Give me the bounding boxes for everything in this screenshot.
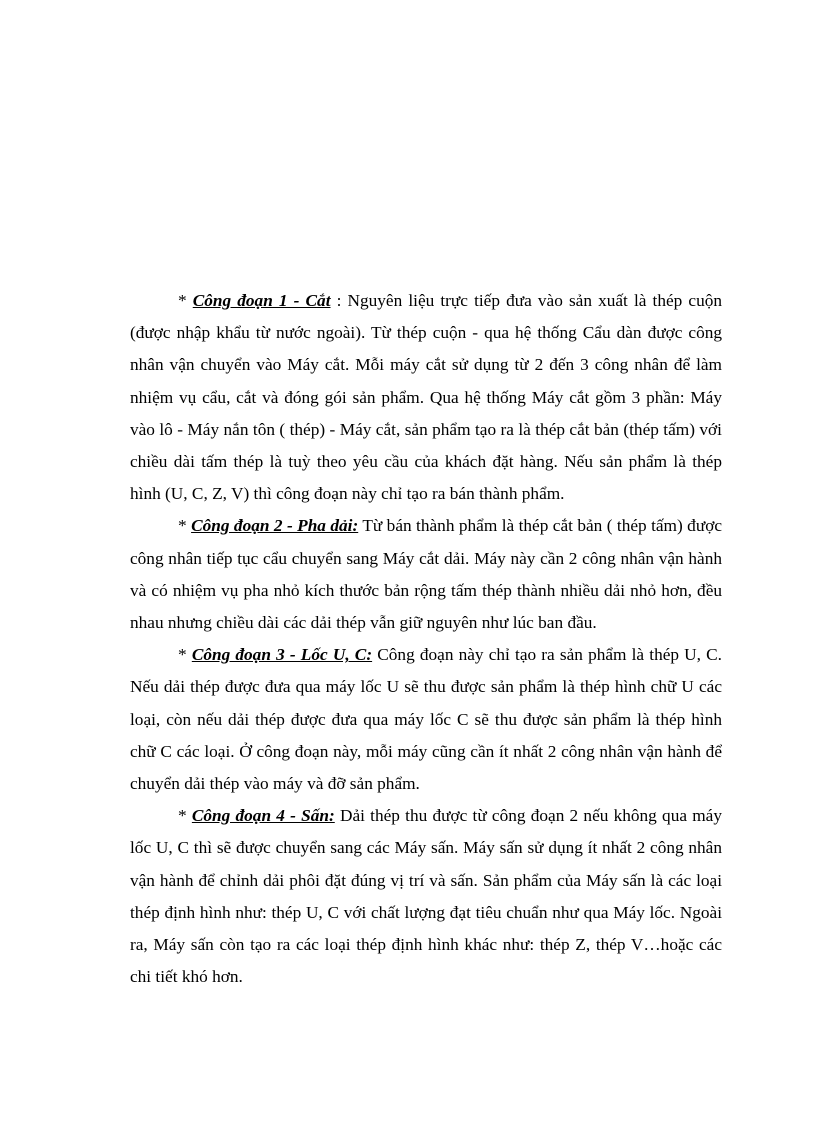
paragraph-stage-3: [130, 639, 722, 800]
paragraph-stage-2: [130, 510, 722, 639]
stage-3-text: Công đoạn này chỉ tạo ra sản phẩm là thép U, C. Nếu dải thép được đưa qua máy lốc U sẽ thu được sản phẩm là thép hình chữ U các loại, còn nếu dải thép được đưa qua máy lốc C sẽ thu được sản phẩm là thép hình chữ C các loại. Ở công đoạn này, mỗi máy cũng cần ít nhất 2 công nhân vận hành để chuyển dải thép vào máy và đỡ sản phẩm.: [130, 645, 722, 794]
stage-2-heading: Công đoạn 2 - Pha dải:: [191, 516, 359, 536]
bullet: *: [178, 645, 192, 665]
stage-4-heading: Công đoạn 4 - Sấn:: [191, 806, 335, 826]
bullet: *: [178, 516, 192, 536]
bullet: *: [178, 806, 192, 826]
stage-1-text: : Nguyên liệu trực tiếp đưa vào sản xuất là thép cuộn (được nhập khẩu từ nước ngoài). Từ thép cuộn - qua hệ thống Cẩu dàn được công nhân vận chuyển vào Máy cắt. Mỗi máy cắt sử dụng từ 2 đến 3 công nhân để làm nhiệm vụ cẩu, cắt và đóng gói sản phẩm. Qua hệ thống Máy cắt gồm 3 phần: Máy vào lô - Máy nắn tôn ( thép) - Máy cắt, sản phẩm tạo ra là thép cắt bản (thép tấm) với chiều dài tấm thép là tuỳ theo yêu cầu của khách đặt hàng. Nếu sản phẩm là thép hình (U, C, Z, V) thì công đoạn này chỉ tạo ra bán thành phẩm.: [130, 291, 722, 504]
bullet: *: [178, 291, 193, 310]
paragraph-stage-4: [130, 800, 722, 993]
stage-2-text: Từ bán thành phẩm là thép cắt bản ( thép tấm) được công nhân tiếp tục cẩu chuyển sang Máy cắt dải. Máy này cần 2 công nhân vận hành và có nhiệm vụ pha nhỏ kích thước bản rộng tấm thép thành nhiều dải nhỏ hơn, đều nhau nhưng chiều dài các dải thép vẫn giữ nguyên như lúc ban đầu.: [130, 516, 723, 633]
paragraph-stage-1: [130, 285, 722, 510]
stage-1-heading: Công đoạn 1 - Cắt: [192, 291, 331, 310]
document-page: [130, 285, 722, 993]
stage-4-text: Dải thép thu được từ công đoạn 2 nếu không qua máy lốc U, C thì sẽ được chuyển sang các Máy sấn. Máy sấn sử dụng ít nhất 2 công nhân vận hành để chỉnh dải phôi đặt đúng vị trí và sấn. Sản phẩm của Máy sấn là các loại thép định hình như: thép U, C với chất lượng đạt tiêu chuẩn như qua Máy lốc. Ngoài ra, Máy sấn còn tạo ra các loại thép định hình khác như: thép Z, thép V…hoặc các chi tiết khó hơn.: [130, 806, 722, 987]
stage-3-heading: Công đoạn 3 - Lốc U, C:: [191, 645, 373, 665]
